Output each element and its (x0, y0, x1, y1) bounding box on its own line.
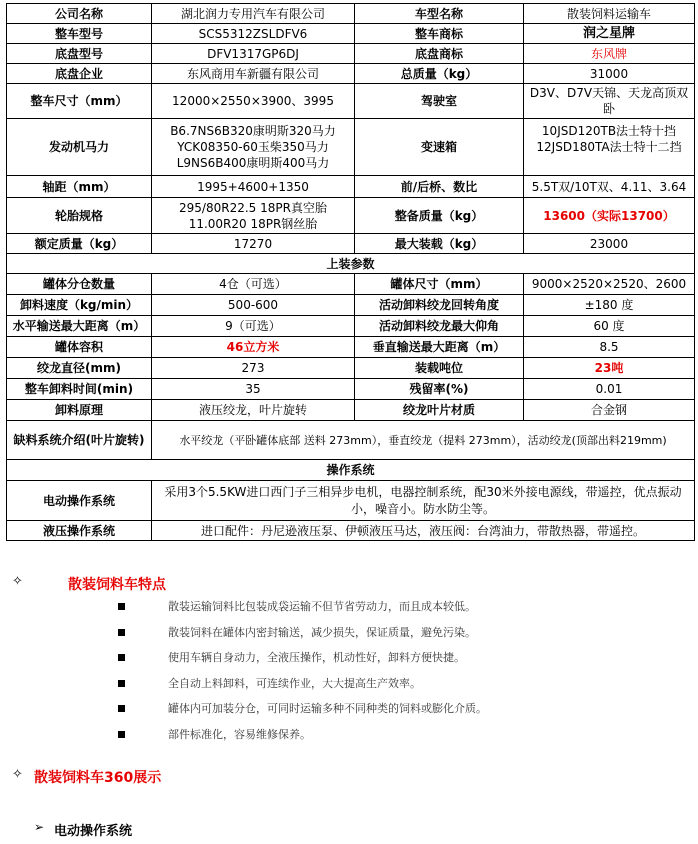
cell-label: 前/后桥、数比 (355, 176, 524, 198)
cell-label: 总质量（kg） (355, 64, 524, 84)
table-row (7, 119, 695, 176)
cell-value: 17270 (152, 234, 355, 254)
cell-label: 卸料原理 (7, 400, 152, 421)
spec-table (6, 3, 695, 541)
cell-label: 缺料系统介绍(叶片旋转) (7, 421, 152, 460)
feature-text: 散装饲料在罐体内密封输送，减少损失，保证质量，避免污染。 (168, 625, 476, 639)
cell-value: 进口配件：丹尼逊液压泵、伊顿液压马达，液压阀：台湾油力，带散热器，带遥控。 (152, 521, 695, 541)
gearbox-line: 10JSD120TB法士特十挡 (541, 124, 677, 138)
tire-line: 295/80R22.5 18PR真空胎 (179, 200, 327, 215)
table-row (7, 176, 695, 198)
square-bullet-icon (118, 705, 125, 712)
cell-value: 0.01 (524, 379, 695, 400)
engine-line: YCK08350-60玉柴350马力 (177, 140, 329, 154)
cell-value: 46立方米 (152, 337, 355, 358)
table-row (7, 4, 695, 24)
cell-value: 1995+4600+1350 (152, 176, 355, 198)
cell-label: 车型名称 (355, 4, 524, 24)
cell-value: 湖北润力专用汽车有限公司 (152, 4, 355, 24)
cell-value: 采用3个5.5KW进口西门子三相异步电机，电器控制系统，配30米外接电源线，带遥控，优点振动小，噪音小。防水防尘等。 (152, 481, 695, 521)
cell-label: 绞龙叶片材质 (355, 400, 524, 421)
cell-value: 31000 (524, 64, 695, 84)
cell-label: 活动卸料绞龙最大仰角 (355, 316, 524, 337)
cell-label: 罐体尺寸（mm） (355, 274, 524, 295)
cell-value: 液压绞龙，叶片旋转 (152, 400, 355, 421)
table-row (7, 521, 695, 541)
list-item (110, 597, 670, 623)
square-bullet-icon (118, 680, 125, 687)
cell-label: 变速箱 (355, 119, 524, 176)
features-list (110, 597, 670, 750)
cell-label: 额定质量（kg） (7, 234, 152, 254)
table-section (7, 254, 695, 274)
table-row (7, 274, 695, 295)
table-row (7, 234, 695, 254)
cell-label: 底盘型号 (7, 44, 152, 64)
square-bullet-icon (118, 629, 125, 636)
cell-label: 水平输送最大距离（m） (7, 316, 152, 337)
table-row (7, 316, 695, 337)
cell-value: 8.5 (524, 337, 695, 358)
list-item (110, 674, 670, 700)
square-bullet-icon (118, 654, 125, 661)
table-row (7, 84, 695, 119)
cell-label: 整车尺寸（mm） (7, 84, 152, 119)
cell-label: 绞龙直径(mm) (7, 358, 152, 379)
cell-label: 整备质量（kg） (355, 198, 524, 234)
table-row (7, 24, 695, 44)
section-heading: 操作系统 (7, 460, 695, 481)
cell-value: 5.5T双/10T双、4.11、3.64 (524, 176, 695, 198)
cell-value: 273 (152, 358, 355, 379)
diamond-outline-icon: ✧ (12, 767, 23, 782)
cell-label: 底盘企业 (7, 64, 152, 84)
cell-label: 残留率(%) (355, 379, 524, 400)
cell-value: D3V、D7V天锦、天龙高顶双卧 (524, 84, 695, 119)
diamond-outline-icon: ✧ (12, 574, 23, 589)
cell-label: 整车商标 (355, 24, 524, 44)
gearbox-line: 12JSD180TA法士特十二挡 (536, 140, 682, 154)
cell-value: 23吨 (524, 358, 695, 379)
cell-value: 水平绞龙（平卧罐体底部 送料 273mm），垂直绞龙（提料 273mm），活动绞龙(顶部出料219mm) (152, 421, 695, 460)
cell-label: 罐体容积 (7, 337, 152, 358)
sub-heading: 电动操作系统 (54, 824, 133, 839)
cell-value: 9（可选） (152, 316, 355, 337)
table-section (7, 460, 695, 481)
table-row (7, 379, 695, 400)
square-bullet-icon (118, 731, 125, 738)
cell-label: 整车型号 (7, 24, 152, 44)
cell-value: 35 (152, 379, 355, 400)
table-row (7, 337, 695, 358)
cell-value: 合金钢 (524, 400, 695, 421)
cell-label: 公司名称 (7, 4, 152, 24)
cell-value (152, 119, 355, 176)
cell-label: 发动机马力 (7, 119, 152, 176)
cell-label: 轴距（mm） (7, 176, 152, 198)
cell-label: 活动卸料绞龙回转角度 (355, 295, 524, 316)
cell-value: 9000×2520×2520、2600 (524, 274, 695, 295)
cell-label: 底盘商标 (355, 44, 524, 64)
table-row (7, 481, 695, 521)
arrow-right-icon: ➢ (34, 820, 45, 834)
cell-value: 500-600 (152, 295, 355, 316)
showcase-heading: 散装饲料车360展示 (34, 770, 162, 786)
engine-line: L9NS6B400康明斯400马力 (176, 156, 330, 170)
cell-value: 60 度 (524, 316, 695, 337)
table-row (7, 64, 695, 84)
cell-label: 罐体分仓数量 (7, 274, 152, 295)
cell-value: 4仓（可选） (152, 274, 355, 295)
list-item (110, 648, 670, 674)
cell-label: 轮胎规格 (7, 198, 152, 234)
cell-label: 整车卸料时间(min) (7, 379, 152, 400)
cell-label: 卸料速度（kg/min） (7, 295, 152, 316)
feature-text: 全自动上料卸料，可连续作业，大大提高生产效率。 (168, 676, 421, 690)
cell-value: 润之星牌 (524, 24, 695, 44)
cell-label: 垂直输送最大距离（m） (355, 337, 524, 358)
cell-value: 东风商用车新疆有限公司 (152, 64, 355, 84)
cell-value: 12000×2550×3900、3995 (152, 84, 355, 119)
cell-value: DFV1317GP6DJ (152, 44, 355, 64)
tire-line: 11.00R20 18PR钢丝胎 (188, 216, 318, 231)
table-row (7, 358, 695, 379)
feature-text: 罐体内可加装分仓，可同时运输多种不同种类的饲料或膨化介质。 (168, 702, 487, 715)
cell-label: 驾驶室 (355, 84, 524, 119)
cell-value: ±180 度 (524, 295, 695, 316)
cell-label: 液压操作系统 (7, 521, 152, 541)
table-row (7, 421, 695, 460)
features-heading: 散装饲料车特点 (68, 577, 166, 593)
cell-label: 最大装载（kg） (355, 234, 524, 254)
feature-text: 散装运输饲料比包装成袋运输不但节省劳动力，而且成本较低。 (168, 600, 476, 613)
feature-text: 部件标准化，容易维修保养。 (168, 727, 311, 741)
cell-value (152, 198, 355, 234)
list-item (110, 725, 670, 751)
cell-value (524, 119, 695, 176)
table-row (7, 44, 695, 64)
section-heading: 上装参数 (7, 254, 695, 274)
list-item (110, 623, 670, 649)
feature-text: 使用车辆自身动力，全液压操作，机动性好，卸料方便快捷。 (168, 651, 465, 664)
table-row (7, 198, 695, 234)
square-bullet-icon (118, 603, 125, 610)
cell-value: 23000 (524, 234, 695, 254)
cell-value: 13600（实际13700） (524, 198, 695, 234)
cell-label: 电动操作系统 (7, 481, 152, 521)
cell-value: 散装饲料运输车 (524, 4, 695, 24)
cell-label: 装载吨位 (355, 358, 524, 379)
list-item (110, 699, 670, 725)
table-row (7, 295, 695, 316)
table-row (7, 400, 695, 421)
cell-value: 东风牌 (524, 44, 695, 64)
engine-line: B6.7NS6B320康明斯320马力 (170, 124, 336, 138)
cell-value: SCS5312ZSLDFV6 (152, 24, 355, 44)
